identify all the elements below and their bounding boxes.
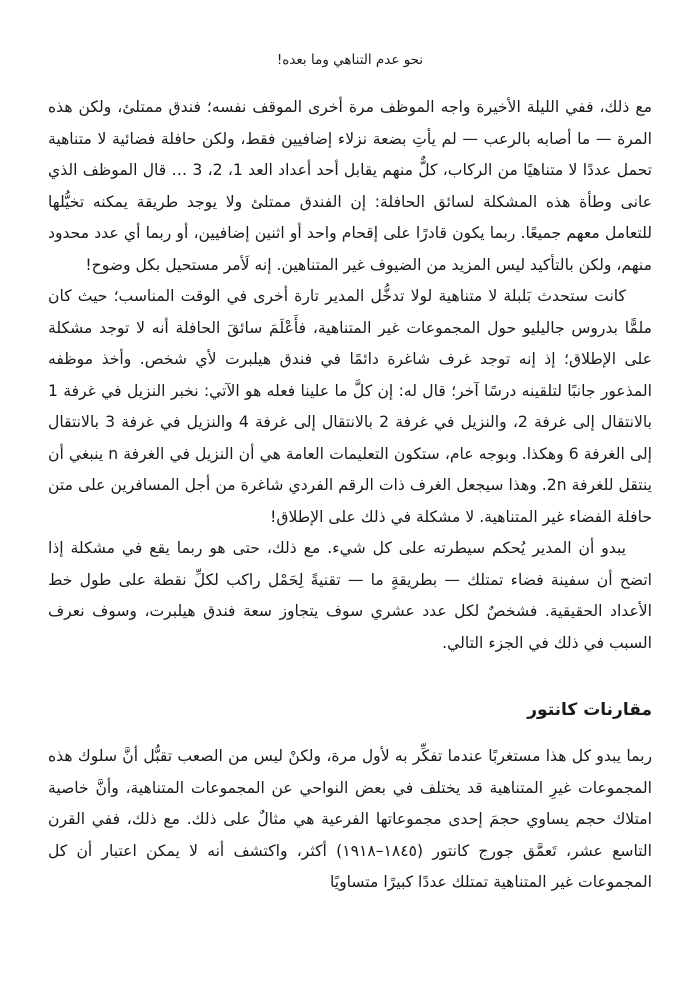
body-paragraph-3: يبدو أن المدير يُحكم سيطرته على كل شيء. مع ذلك، حتى هو ربما يقع في مشكلة إذا اتضح أن سفينة فضاء تمتلك — بطريقةٍ ما — تقنيةً لِحَمْل راكب لكلِّ نقطة على طول خط الأعداد الحقيقية. فشخصٌ لكل عدد عشري سوف يتجاوز سعة فندق هيلبرت، وسوف نعرف السبب في ذلك في الجزء التالي. bbox=[48, 539, 652, 652]
body-paragraph-2: كانت ستحدث بَلبلة لا متناهية لولا تدخُّل المدير تارة أخرى في الوقت المناسب؛ حيث كان ملمًّا بدروس جاليليو حول المجموعات غير المتناهية، فأَعْلَمَ سائقَ الحافلة أنه لا توجد مشكلة على الإطلاق؛ إذ إنه توجد غرف شاغرة دائمًا في فندق هيلبرت لأي شخص. وأخذ موظفه المذعور جانبًا لتلقينه درسًا آخر؛ قال له: إن كلَّ ما علينا فعله هو الآتي: نخبر النزيل في غرفة 1 بالانتقال إلى غرفة 2، والنزيل في غرفة 2 بالانتقال إلى غرفة 4 والنزيل في غرفة 3 بالانتقال إلى الغرفة 6 وهكذا. وبوجه عام، ستكون التعليمات العامة هي أن النزيل في الغرفة n ينبغي أن ينتقل للغرفة 2n. وهذا سيجعل الغرف ذات الرقم الفردي شاغرة من أجل المسافرين على متن حافلة الفضاء غير المتناهية. لا مشكلة في ذلك على الإطلاق! bbox=[48, 287, 653, 526]
section-heading: مقارنات كانتور bbox=[527, 700, 652, 720]
body-paragraph-1: مع ذلك، ففي الليلة الأخيرة واجه الموظف مرة أخرى الموقف نفسه؛ فندق ممتلئ، ولكن هذه المرة — ما أصابه بالرعب — لم يأتِ بضعة نزلاء إضافيين فقط، ولكن حافلة فضائية لا متناهية تحمل عددًا لا متناهيًا من الركاب، كلٌّ منهم يقابل أحد أعداد العد 1، 2، 3 … قال الموظف الذي عانى وطأة هذه المشكلة لسائق الحافلة: إن الفندق ممتلئ ولا يوجد طريقة يمكنه تخيُّلها للتعامل معهم جميعًا. ربما يكون قادرًا على إقحام واحد أو اثنين إضافيين، أو ربما أي عدد محدود منهم، ولكن بالتأكيد ليس المزيد من الضيوف غير المتناهين. إنه لَأمر مستحيل بكل وضوح! bbox=[48, 98, 652, 274]
section-paragraph: ربما يبدو كل هذا مستغربًا عندما تفكِّر به لأول مرة، ولكنْ ليس من الصعب تقبُّل أنَّ سلوك هذه المجموعات غيرِ المتناهية قد يختلف في بعض النواحي عن المجموعات المتناهية، وأنَّ خاصية امتلاك حجم يساوي حجمَ إحدى مجموعاتها الفرعية هي مثالٌ على ذلك. مع ذلك، ففي القرن التاسع عشر، تَعمَّق جورج كانتور (١٨٤٥–١٩١٨) أكثر، واكتشف أنه لا يمكن اعتبار أن كل المجموعات غير المتناهية تمتلك عددًا كبيرًا متساويًا bbox=[48, 747, 652, 891]
running-header: نحو عدم التناهي وما بعده! bbox=[276, 52, 424, 68]
